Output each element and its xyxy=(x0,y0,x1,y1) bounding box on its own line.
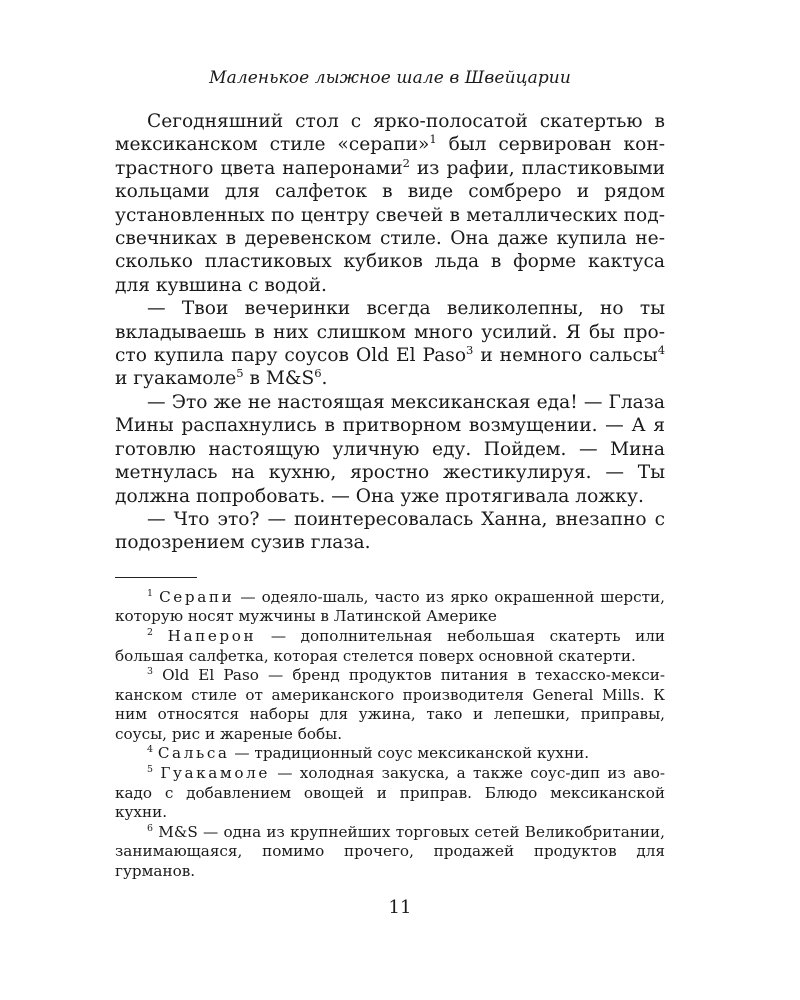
footnote-text: Old El Paso — бренд продуктов питания в техасско-мексиканском стиле от американского производителя General Mills. К ним относятся наборы для ужина, тако и лепешки, приправы, соусы, рис и жареные бобы. xyxy=(115,666,666,743)
footnote xyxy=(115,823,665,882)
footnote-ref: 4 xyxy=(657,342,666,357)
footnote-ref: 3 xyxy=(466,342,474,357)
footnote-term: Наперон xyxy=(167,626,257,645)
footnote xyxy=(115,666,665,744)
footnote-mark: 4 xyxy=(147,744,153,756)
footnote-mark: 3 xyxy=(147,666,153,678)
footnotes xyxy=(115,588,665,882)
book-page xyxy=(115,68,665,882)
paragraph: — Что это? — поинтересовалась Ханна, внезапно с подозрением сузив глаза. xyxy=(115,508,665,554)
main-text xyxy=(115,110,665,555)
text-run: был сервирован контрастного цвета наперонами xyxy=(115,134,666,179)
footnote-term: Серапи xyxy=(159,587,235,606)
footnote-mark: 5 xyxy=(147,764,153,775)
footnote-text: — дополнительная небольшая скатерть или большая салфетка, которая стелется поверх основной скатерти. xyxy=(115,626,666,665)
footnote-text: — одеяло-шаль, часто из ярко окрашенной шерсти, которую носят мужчины в Латинской Америке xyxy=(115,587,665,626)
footnote xyxy=(115,744,665,764)
footnote-text: — холодная закуска, а также соус-дип из авокадо с добавлением овощей и приправ. Блюдо мексиканской кухни. xyxy=(115,764,665,822)
footnote-ref: 5 xyxy=(236,366,244,381)
footnote-divider xyxy=(115,577,197,578)
text-run: Сегодняшний стол с ярко-полосатой скатертью в мексиканском стиле «серапи» xyxy=(115,111,665,156)
footnote-mark: 1 xyxy=(147,587,153,599)
paragraph xyxy=(115,297,665,391)
paragraph xyxy=(115,110,665,297)
footnote-term: Гуакамоле xyxy=(160,764,270,783)
page-number: 11 xyxy=(388,897,412,918)
footnote-text: M&S — одна из крупнейших торговых сетей Великобритании, занимающаяся, помимо прочего, продажей продуктов для гурманов. xyxy=(115,822,666,881)
text-run: и немного сальсы xyxy=(473,345,658,367)
footnote xyxy=(115,627,665,666)
footnote-mark: 2 xyxy=(147,626,153,638)
text-run: и гуакамоле xyxy=(115,368,237,390)
footnote-text: — традиционный соус мексиканской кухни. xyxy=(229,744,590,763)
footnote-ref: 1 xyxy=(429,132,437,147)
text-run: из рафии, пластиковыми кольцами для салфеток в виде сомбреро и рядом установленных по центру свечей в металлических подсвечниках в деревенском стиле. Она даже купила несколько пластиковых кубиков льда в форме кактуса для кувшина с водой. xyxy=(115,157,665,296)
text-run: — Твои вечеринки всегда великолепны, но ты вкладываешь в них слишком много усилий. Я бы просто купила пару соусов Old El Paso xyxy=(115,298,665,367)
paragraph: — Это же не настоящая мексиканская еда! — Глаза Мины распахнулись в притворном возмущении. — А я готовлю настоящую уличную еду. Пойдем. — Мина метнулась на кухню, яростно жестикулируя. — Ты должна попробовать. — Она уже протягивала ложку. xyxy=(115,391,665,507)
text-run: . xyxy=(321,368,328,390)
footnote-ref: 6 xyxy=(314,366,322,381)
footnote-ref: 2 xyxy=(402,155,410,170)
footnote xyxy=(115,764,665,823)
footnote-mark: 6 xyxy=(147,822,153,834)
footnote xyxy=(115,588,665,627)
running-head: Маленькое лыжное шале в Швейцарии xyxy=(209,68,571,88)
footnote-term: Сальса xyxy=(157,744,230,763)
text-run: в M&S xyxy=(243,368,315,390)
